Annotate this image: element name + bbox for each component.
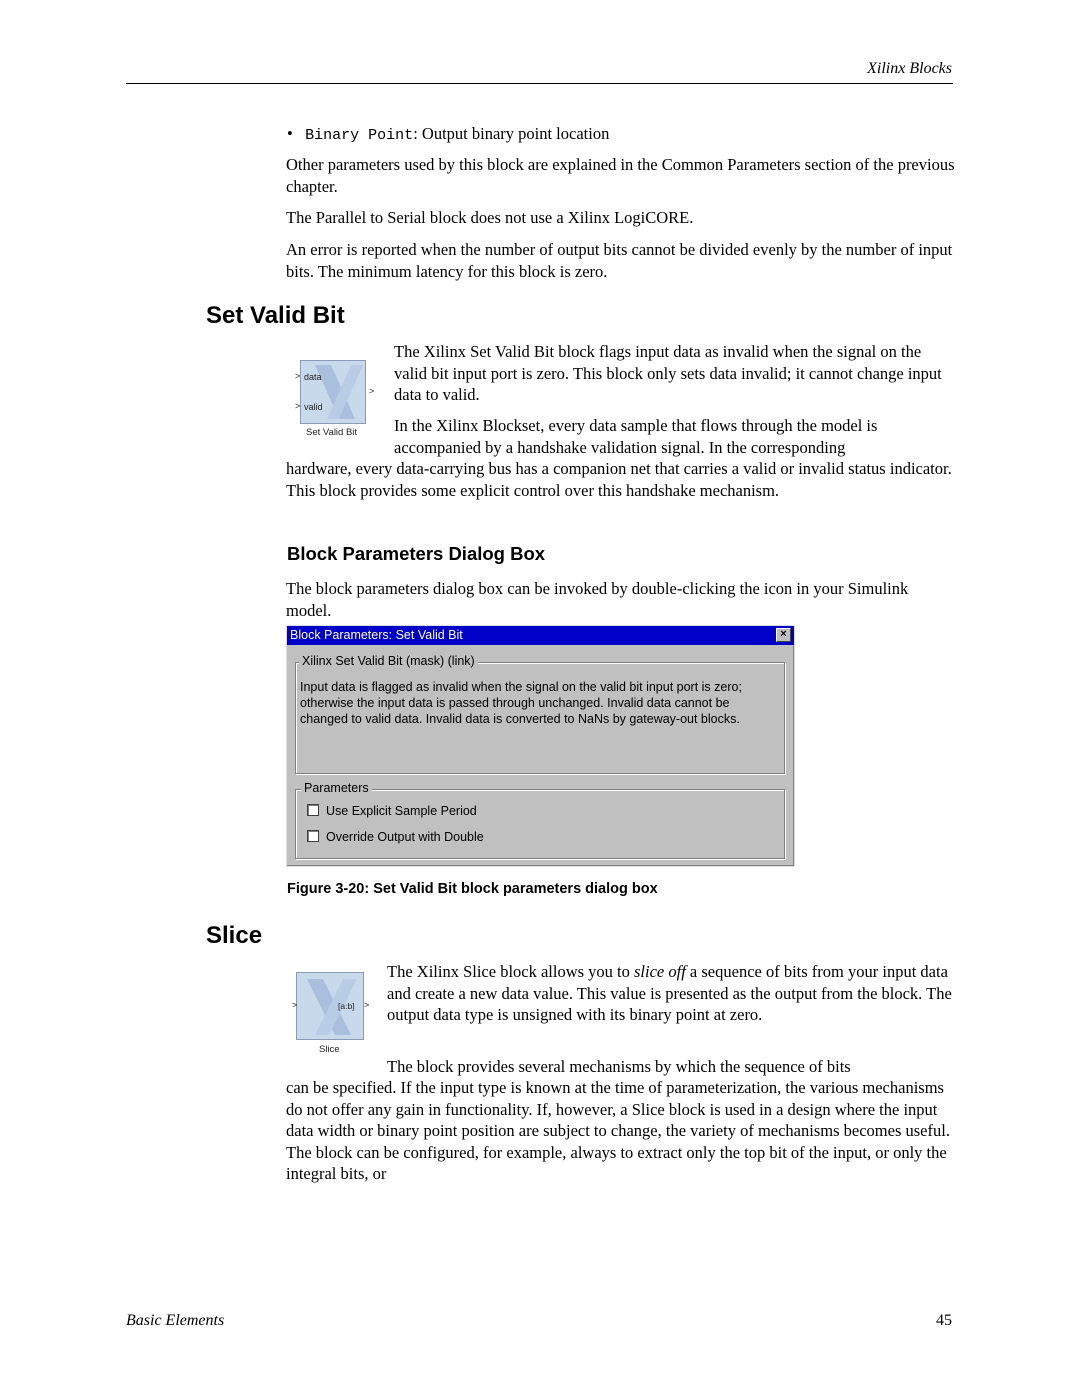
port-label-valid: valid [304,402,323,412]
mask-description-group [295,662,785,774]
intro-paragraph-1: Other parameters used by this block are explained in the Common Parameters section of the previous chapter. [286,155,955,196]
icon-caption: Slice [319,1044,340,1055]
set-valid-bit-paragraph-3: The block parameters dialog box can be invoked by double-clicking the icon in your Simulink model. [286,579,909,620]
input-port-arrow-icon: > [292,1000,298,1010]
port-label-data: data [304,372,322,382]
intro-paragraph-2: The Parallel to Serial block does not use a Xilinx LogiCORE. [286,208,694,227]
xilinx-logo-icon [301,361,365,423]
checkbox-override-output-with-double[interactable] [307,829,484,845]
slice-paragraph-2b: can be specified. If the input type is known at the time of parameterization, the various mechanisms do not offer any gain in functionality. If, however, a Slice block is used in a design where the input data width or binary point position are subject to change, the variety of mechanisms becomes useful. The block can be configured, for example, always to extract only the top bit of the input, or only the integral bits, or [286,1078,950,1183]
parameters-group-label: Parameters [301,781,372,795]
slice-paragraph-2a: The block provides several mechanisms by which the sequence of bits [387,1057,851,1076]
page-number: 45 [936,1312,952,1329]
bullet-item [287,123,957,147]
checkbox-use-explicit-sample-period[interactable] [307,803,477,819]
slice-paragraph-1 [387,961,957,1026]
section-heading-slice: Slice [206,922,263,949]
dialog-title: Block Parameters: Set Valid Bit [290,628,463,642]
section-heading-set-valid-bit: Set Valid Bit [206,302,345,329]
header-rule [126,83,953,84]
intro-paragraph-3: An error is reported when the number of output bits cannot be divided evenly by the number of input bits. The minimum latency for this block is zero. [286,240,953,281]
checkbox-box[interactable] [307,804,319,816]
checkbox-label: Use Explicit Sample Period [326,804,477,818]
set-valid-bit-paragraph-2b: hardware, every data-carrying bus has a companion net that carries a valid or invalid status indicator. This block provides some explicit control over this handshake mechanism. [286,459,952,500]
set-valid-bit-block-icon [292,358,376,442]
dialog-title-bar [287,626,794,645]
parameters-group [295,789,785,859]
output-port-arrow-icon: > [369,386,375,396]
footer-section: Basic Elements [126,1312,225,1329]
input-port-arrow-icon: > [295,371,301,381]
icon-caption: Set Valid Bit [306,427,358,438]
set-valid-bit-paragraph-1: The Xilinx Set Valid Bit block flags input data as invalid when the signal on the valid bit input port is zero. This block only sets data invalid; it cannot change input data to valid. [394,342,942,404]
output-port-arrow-icon: > [364,1000,370,1010]
checkbox-box[interactable] [307,830,319,842]
close-icon[interactable]: × [776,628,791,642]
slice-paragraph-1-text: a sequence of bits from your input data and create a new data value. This value is presented as the output from the block. The output data type is unsigned with its binary point at zero. [387,962,952,1024]
figure-caption: Figure 3-20: Set Valid Bit block parameters dialog box [287,881,658,897]
checkbox-label: Override Output with Double [326,830,484,844]
bullet-text: : Output binary point location [413,124,610,143]
bullet-icon: • [287,124,293,143]
mask-group-label: Xilinx Set Valid Bit (mask) (link) [299,654,478,668]
running-header: Xilinx Blocks [867,60,952,77]
block-parameters-dialog [286,625,795,867]
mask-description-text: Input data is flagged as invalid when the signal on the valid bit input port is zero; otherwise the input data is passed through unchanged. Invalid data cannot be changed to valid data. Invalid data is converted to NaNs by gateway-out blocks. [300,680,742,726]
slice-paragraph-1-text: The Xilinx Slice block allows you to [387,962,635,981]
set-valid-bit-paragraph-2a: In the Xilinx Blockset, every data sample that flows through the model is accompanied by a handshake validation signal. In the corresponding [394,416,878,457]
port-label-slice: [a:b] [338,1001,355,1011]
slice-block-icon [290,970,374,1060]
input-port-arrow-icon: > [295,401,301,411]
slice-paragraph-1-emphasis: slice off [634,962,686,981]
bullet-code: Binary Point [305,127,414,144]
subheading-block-parameters: Block Parameters Dialog Box [287,543,546,564]
block-body [300,360,366,424]
